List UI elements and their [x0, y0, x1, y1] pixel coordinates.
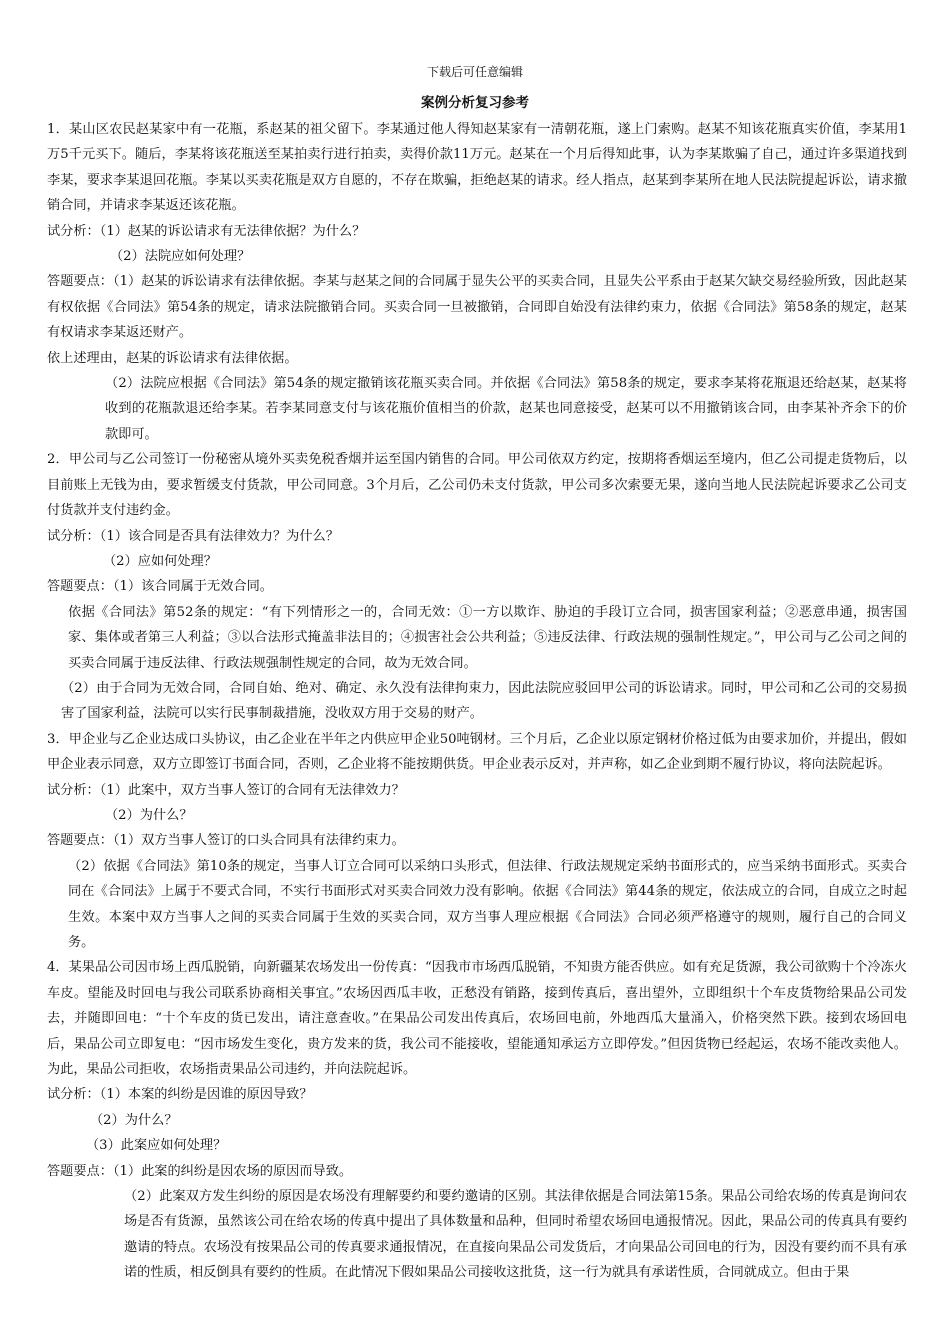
case3-answer-2: （2）依据《合同法》第10条的规定，当事人订立合同可以采纳口头形式，但法律、行政法规规定采纳书面形式的，应当采纳书面形式。买卖合同在《合同法》上属于不要式合同，不实行书面形式对买卖合同效力没有影响。依据《合同法》第44条的规定，依法成立的合同，自成立之时起生效。本案中双方当事人之间的买卖合同属于生效的买卖合同，双方当事人理应根据《合同法》合同必须严格遵守的规则，履行自己的合同义务。 — [68, 858, 907, 950]
case4-question-3: （3）此案应如何处理？ — [86, 1138, 227, 1154]
case3-question-1: 试分析：（1）此案中，双方当事人签订的合同有无法律效力？ — [47, 782, 405, 798]
document-body — [47, 117, 907, 1286]
case3-description: 3．甲企业与乙企业达成口头协议，由乙企业在半年之内供应甲企业50吨钢材。三个月后，乙企业以原定钢材价格过低为由要求加价，并提出，假如甲企业表示同意，双方立即签订书面合同，否则，乙企业将不能按期供货。甲企业表示反对，并声称，如乙企业到期不履行协议，将向法院起诉。 — [47, 731, 907, 773]
case1-answer-2: （2）法院应根据《合同法》第54条的规定撤销该花瓶买卖合同。并依据《合同法》第58条的规定，要求李某将花瓶退还给赵某，赵某将收到的花瓶款退还给李某。若李某同意支付与该花瓶价值相当的价款，赵某也同意接受，赵某可以不用撤销该合同，由李某补齐余下的价款即可。 — [105, 376, 907, 442]
case3-answer-1: 答题要点：（1）双方当事人签订的口头合同具有法律约束力。 — [47, 833, 405, 849]
case1-question-1: 试分析：（1）赵某的诉讼请求有无法律依据？为什么？ — [47, 223, 366, 239]
case4-question-1: 试分析：（1）本案的纠纷是因谁的原因导致？ — [47, 1087, 313, 1103]
case2-question-1: 试分析：（1）该合同是否具有法律效力？为什么？ — [47, 528, 339, 544]
case3-question-2: （2）为什么？ — [105, 807, 193, 823]
case4-answer-1: 答题要点：（1）此案的纠纷是因农场的原因而导致。 — [47, 1163, 353, 1179]
case4-description: 4．某果品公司因市场上西瓜脱销，向新疆某农场发出一份传真：“因我市市场西瓜脱销，不知贵方能否供应。如有充足货源，我公司欲购十个冷冻火车皮。望能及时回电与我公司联系协商相关事宜。”农场因西瓜丰收，正愁没有销路，接到传真后，喜出望外，立即组织十个车皮货物给果品公司发去，并随即回电：“十个车皮的货已发出，请注意查收。”在果品公司发出传真后，农场回电前，外地西瓜大量涌入，价格突然下跌。接到农场回电后，果品公司立即复电：“因市场发生变化，贵方发来的货，我公司不能接收，望能通知承运方立即停发。”但因货物已经起运，农场不能改卖他人。为此，果品公司拒收，农场指责果品公司违约，并向法院起诉。 — [47, 960, 907, 1078]
case4-question-2: （2）为什么？ — [90, 1112, 178, 1128]
case1-answer-conclusion: 依上述理由，赵某的诉讼请求有法律依据。 — [47, 350, 298, 366]
case2-answer-basis: 依据《合同法》第52条的规定：“有下列情形之一的，合同无效：①一方以欺诈、胁迫的手段订立合同，损害国家利益；②恶意串通，损害国家、集体或者第三人利益；③以合法形式掩盖非法目的；④损害社会公共利益；⑤违反法律、行政法规的强制性规定。”，甲公司与乙公司之间的买卖合同属于违反法律、行政法规强制性规定的合同，故为无效合同。 — [68, 604, 907, 671]
case2-question-2: （2）应如何处理？ — [103, 553, 217, 569]
case2-answer-1: 答题要点：（1）该合同属于无效合同。 — [47, 579, 273, 595]
case4-answer-2: （2）此案双方发生纠纷的原因是农场没有理解要约和要约邀请的区别。其法律依据是合同法第15条。果品公司给农场的传真是询问农场是否有货源，虽然该公司在给农场的传真中提出了具体数量和品种，但同时希望农场回电通报情况。因此，果品公司的传真具有要约邀请的特点。农场没有按果品公司的传真要求通报情况，在直接向果品公司发货后，才向果品公司回电的行为，因没有要约而不具有承诺的性质，相反倒具有要约的性质。在此情况下假如果品公司接收这批货，这一行为就具有承诺性质，合同就成立。但由于果 — [124, 1189, 907, 1281]
document-title: 案例分析复习参考 — [421, 95, 529, 111]
case2-answer-2: （2）由于合同为无效合同，合同自始、绝对、确定、永久没有法律拘束力，因此法院应驳回甲公司的诉讼请求。同时，甲公司和乙公司的交易损害了国家利益，法院可以实行民事制裁措施，没收双方用于交易的财产。 — [61, 680, 907, 722]
case1-answer-1: 答题要点：（1）赵某的诉讼请求有法律依据。李某与赵某之间的合同属于显失公平的买卖合同，且显失公平系由于赵某欠缺交易经验所致，因此赵某有权依据《合同法》第54条的规定，请求法院撤销合同。买卖合同一旦被撤销，合同即自始没有法律约束力，依据《合同法》第58条的规定，赵某有权请求李某返还财产。 — [47, 274, 907, 341]
case2-description: 2．甲公司与乙公司签订一份秘密从境外买卖免税香烟并运至国内销售的合同。甲公司依双方约定，按期将香烟运至境内，但乙公司提走货物后，以目前账上无钱为由，要求暂缓支付货款，甲公司同意。3个月后，乙公司仍未支付货款，甲公司多次索要无果，遂向当地人民法院起诉要求乙公司支付货款并支付违约金。 — [47, 452, 907, 519]
case1-question-2: （2）法院应如何处理？ — [110, 249, 251, 265]
header-note: 下载后可任意编辑 — [426, 65, 523, 79]
case1-description: 1．某山区农民赵某家中有一花瓶，系赵某的祖父留下。李某通过他人得知赵某家有一清朝花瓶，遂上门索购。赵某不知该花瓶真实价值，李某用1万5千元买下。随后，李某将该花瓶送至某拍卖行进行拍卖，卖得价款11万元。赵某在一个月后得知此事，认为李某欺骗了自己，通过许多渠道找到李某，要求李某退回花瓶。李某以买卖花瓶是双方自愿的，不存在欺骗，拒绝赵某的请求。经人指点，赵某到李某所在地人民法院提起诉讼，请求撤销合同，并请求李某返还该花瓶。 — [47, 122, 907, 214]
